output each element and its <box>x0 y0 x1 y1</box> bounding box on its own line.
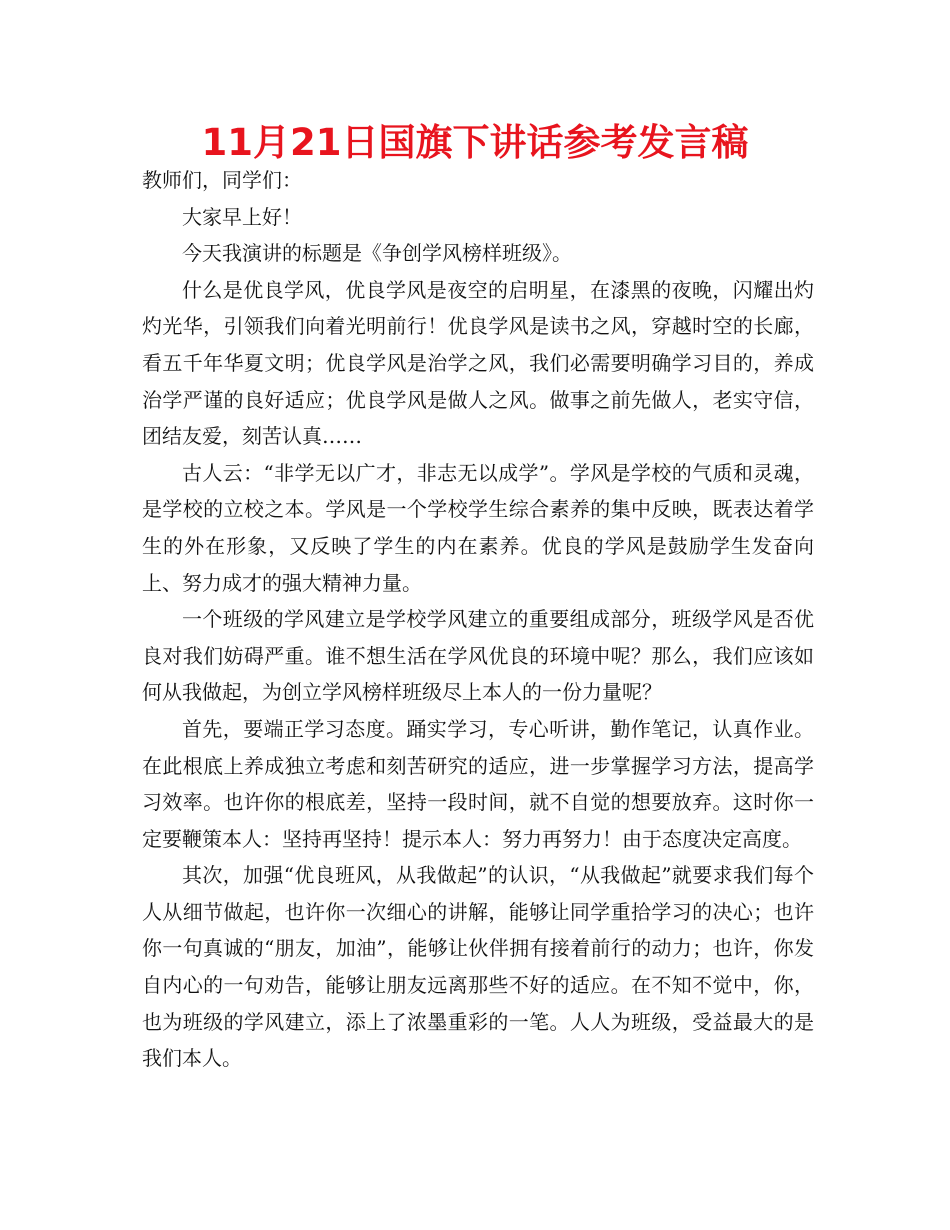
paragraph-greeting: 大家早上好！ <box>182 204 302 229</box>
paragraph-second-awareness: 其次，加强“优良班风，从我做起”的认识，“从我做起”就要求我们每个人从细节做起，也许你一次细心的讲解，能够让同学重拾学习的决心；也许你一句真诚的“朋友，加油”，能够让伙伴拥有接着前行的动力；也许，你发自内心的一句劝告，能够让朋友远离那些不好的适应。在不知不觉中，你，也为班级的学风建立，添上了浓墨重彩的一笔。人人为班级，受益最大的是我们本人。 <box>142 863 814 1071</box>
paragraph-first-attitude: 首先，要端正学习态度。踊实学习，专心听讲，勤作笔记，认真作业。在此根底上养成独立考虑和刻苦研究的适应，进一步掌握学习方法，提高学习效率。也许你的根底差，坚持一段时间，就不自觉的想要放弃。这时你一定要鞭策本人：坚持再坚持！提示本人：努力再努力！由于态度决定高度。 <box>142 716 814 851</box>
paragraph-ancient-saying: 古人云：“非学无以广才，非志无以成学”。学风是学校的气质和灵魂，是学校的立校之本。学风是一个学校学生综合素养的集中反映，既表达着学生的外在形象，又反映了学生的内在素养。优良的学风是鼓励学生发奋向上、努力成才的强大精神力量。 <box>142 460 814 595</box>
paragraph-class-study-style: 一个班级的学风建立是学校学风建立的重要组成部分，班级学风是否优良对我们妨碍严重。谁不想生活在学风优良的环境中呢？那么，我们应该如何从我做起，为创立学风榜样班级尽上本人的一份力量呢？ <box>142 607 814 705</box>
paragraph-what-is-study-style: 什么是优良学风，优良学风是夜空的启明星，在漆黑的夜晚，闪耀出灼灼光华，引领我们向着光明前行！优良学风是读书之风，穿越时空的长廊，看五千年华夏文明；优良学风是治学之风，我们必需要明确学习目的，养成治学严谨的良好适应；优良学风是做人之风。做事之前先做人，老实守信，团结友爱，刻苦认真…… <box>142 277 814 449</box>
paragraph-topic: 今天我演讲的标题是《争创学风榜样班级》。 <box>182 241 572 266</box>
document-body <box>142 162 814 1077</box>
salutation: 教师们，同学们： <box>142 168 302 192</box>
document-title: 11月21日国旗下讲话参考发言稿 <box>201 121 749 164</box>
